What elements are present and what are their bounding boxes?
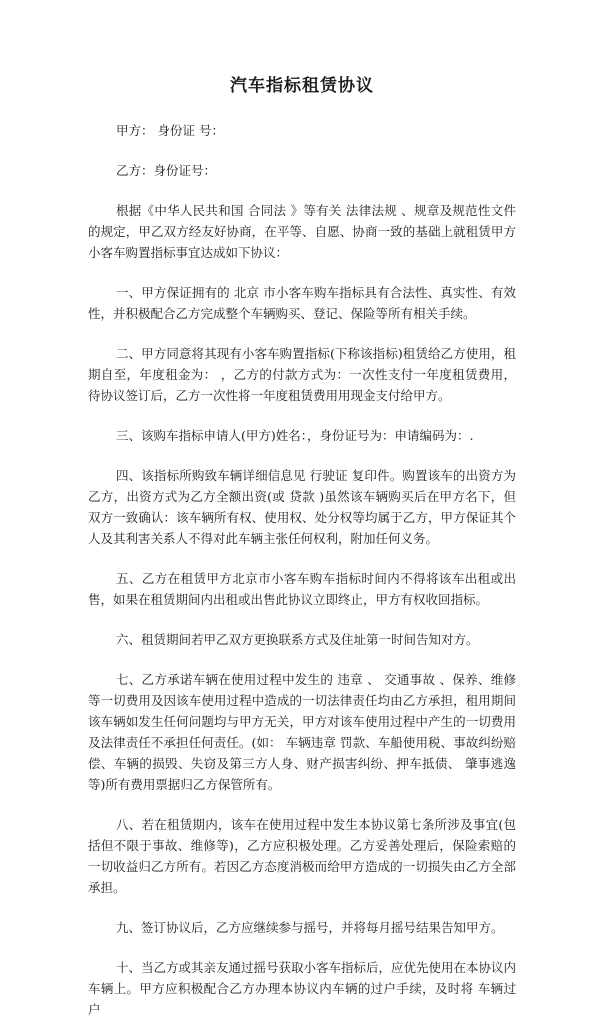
paragraph-preamble: 根据《中华人民共和国 合同法 》等有关 法律法规 、规章及规范性文件的规定，甲乙双方经友好协商，在平等、自愿、协商一致的基础上就租赁甲方小客车购置指标事宜达成如下协议： [88, 203, 516, 260]
paragraph-clause-6: 六、租赁期间若甲乙双方更换联系方式及住址第一时间告知对方。 [116, 632, 479, 647]
paragraph-clause-7: 七、乙方承诺车辆在使用过程中发生的 违章 、 交通事故 、保养、维修等一切费用及因该车使用过程中造成的一切法律责任均由乙方承担，租用期间该车辆如发生任何问题均与甲方无关，甲方对该车使用过程中产生的一切费用及法律责任不承担任何责任。(如： 车辆违章 罚款、车船使用税、事故纠纷赔偿、车辆的损毁、失窃及第三方人身、财产损害纠纷、押车抵债、 肇事逃逸等)所有费用票据归乙方保管所有。 [88, 672, 516, 792]
paragraph-clause-1: 一、甲方保证拥有的 北京 市小客车购车指标具有合法性、真实性、有效性，并积极配合乙方完成整个车辆购买、登记、保险等所有相关手续。 [88, 285, 516, 321]
paragraph-clause-9: 九、签订协议后，乙方应继续参与摇号，并将每月摇号结果告知甲方。 [116, 920, 504, 935]
document-title: 汽车指标租赁协议 [230, 76, 374, 96]
party-b-line: 乙方：身份证号： [116, 163, 217, 178]
paragraph-clause-3: 三、该购车指标申请人(甲方)姓名：，身份证号为：申请编码为：. [116, 428, 474, 443]
paragraph-clause-4: 四、该指标所购致车辆详细信息见 行驶证 复印件。购置该车的出资方为乙方，出资方式为乙方全额出资(或 贷款 )虽然该车辆购买后在甲方名下，但双方一致确认：该车辆所有权、使用权、处分权等均属于乙方，甲方保证其个人及其利害关系人不得对此车辆主张任何权利，附加任何义务。 [88, 468, 516, 546]
paragraph-clause-2: 二、甲方同意将其现有小客车购置指标(下称该指标)租赁给乙方使用，租期自至，年度租金为： ，乙方的付款方式为：一次性支付一年度租赁费用，待协议签订后，乙方一次性将一年度租赁费用用现金支付给甲方。 [88, 346, 516, 403]
paragraph-clause-8: 八、若在租赁期内，该车在使用过程中发生本协议第七条所涉及事宜(包括但不限于事故、维修等)，乙方应积极处理。乙方妥善处理后，保险索赔的一切收益归乙方所有。若因乙方态度消极而给甲方造成的一切损失由乙方全部承担。 [88, 817, 516, 895]
party-a-line: 甲方： 身份证 号： [116, 123, 224, 138]
paragraph-clause-5: 五、乙方在租赁甲方北京市小客车购车指标时间内不得将该车出租或出售，如果在租赁期间内出租或出售此协议立即终止，甲方有权收回指标。 [88, 571, 516, 607]
paragraph-clause-10: 十、当乙方或其亲友通过摇号获取小客车指标后，应优先使用在本协议内车辆上。甲方应积极配合乙方办理本协议内车辆的过户手续，及时将 车辆过户 [88, 960, 517, 1017]
